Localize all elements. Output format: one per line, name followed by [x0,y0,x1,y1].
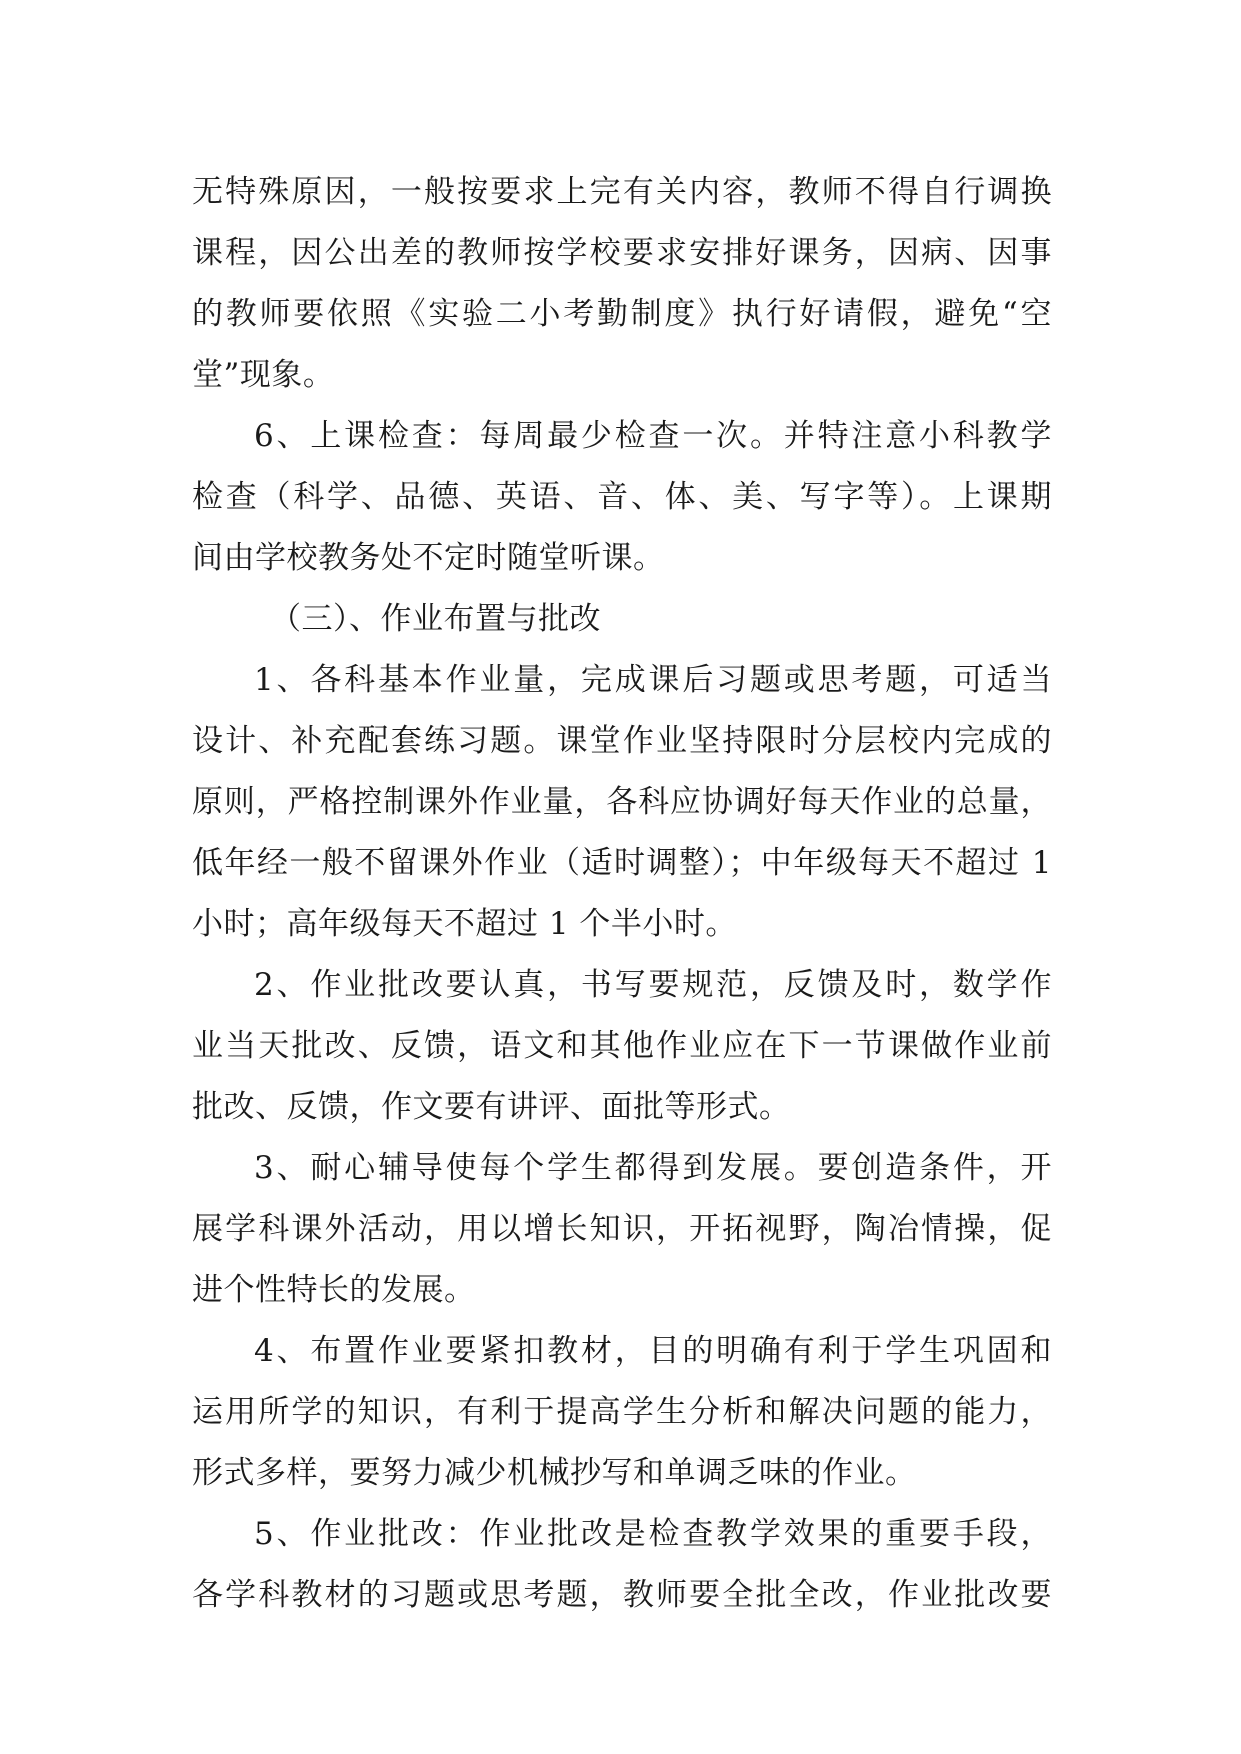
text-line: 展学科课外活动，用以增长知识，开拓视野，陶冶情操，促 [192,1211,1052,1247]
text-line: 低年经一般不留课外作业（适时调整）；中年级每天不超过 1 [192,845,1052,881]
section-heading: （三）、作业布置与批改 [270,601,601,637]
text-line: 间由学校教务处不定时随堂听课。 [192,540,665,576]
paragraph-first-line: 2、作业批改要认真，书写要规范，反馈及时，数学作 [254,967,1052,1003]
paragraph-first-line: 1、各科基本作业量，完成课后习题或思考题，可适当 [254,662,1052,698]
text-line: 的教师要依照《实验二小考勤制度》执行好请假，避免“空 [192,296,1052,332]
text-line: 无特殊原因，一般按要求上完有关内容，教师不得自行调换 [192,174,1052,210]
paragraph-first-line: 4、布置作业要紧扣教材，目的明确有利于学生巩固和 [254,1333,1052,1369]
text-line: 进个性特长的发展。 [192,1272,476,1308]
text-line: 形式多样，要努力减少机械抄写和单调乏味的作业。 [192,1455,917,1491]
text-line: 原则，严格控制课外作业量，各科应协调好每天作业的总量， [192,784,1052,820]
paragraph-first-line: 3、耐心辅导使每个学生都得到发展。要创造条件，开 [254,1150,1052,1186]
text-line: 批改、反馈，作文要有讲评、面批等形式。 [192,1089,791,1125]
text-line: 业当天批改、反馈，语文和其他作业应在下一节课做作业前 [192,1028,1052,1064]
text-line: 堂”现象。 [192,357,335,393]
text-line: 课程，因公出差的教师按学校要求安排好课务，因病、因事 [192,235,1052,271]
text-line: 设计、补充配套练习题。课堂作业坚持限时分层校内完成的 [192,723,1052,759]
document-body [192,162,1052,1626]
text-line: 运用所学的知识，有利于提高学生分析和解决问题的能力， [192,1394,1052,1430]
paragraph-first-line: 5、作业批改：作业批改是检查教学效果的重要手段， [254,1516,1052,1552]
text-line: 小时；高年级每天不超过 1 个半小时。 [192,906,737,942]
paragraph-first-line: 6、上课检查：每周最少检查一次。并特注意小科教学 [254,418,1052,454]
text-line: 各学科教材的习题或思考题，教师要全批全改，作业批改要 [192,1577,1052,1613]
text-line: 检查（科学、品德、英语、音、体、美、写字等）。上课期 [192,479,1052,515]
